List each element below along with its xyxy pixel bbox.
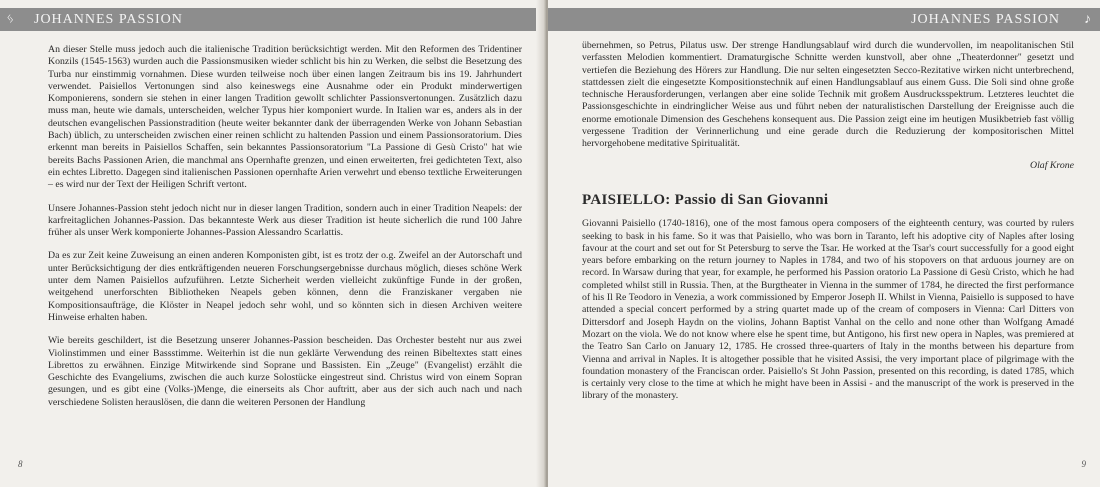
left-paragraph-1: An dieser Stelle muss jedoch auch die italienische Tradition berücksichtigt werden. Mit den Reformen des Tridentiner Konzils (1545-1563) wurden auch die Passionsmusiken wieder schlicht bis hin zu Werken, die selbst die Besetzung des Turba nur einstimmig vornahmen. Diese wurden teilweise noch über einen langen Zeitraum bis ins 19. Jahrhundert verwendet. Paisiellos Vertonungen sind also keineswegs eine Ausnahme oder ein Produkt minderwertigen Komponierens, sondern sie stehen in einer langen Tradition gewollt schlichter Passionsvertonungen. Zusätzlich dazu muss man, heute wie damals, unterscheiden, welcher Typus hier komponiert wurde. In Italien war es, anders als in der deutschen evangelischen Passionstradition (heute weiter bekannter dank der überragenden Werke von Johann Sebastian Bach) üblich, zu unterscheiden zwischen einer reinen schlicht zu haltenden Passion und einem Passionsoratorium. Dies erkennt man bereits in Paisiellos Schaffen, sein bekanntes Passionsoratorium "La Passione di Gesù Cristo" hat wie bereits Bachs Passionen Arien, die manchmal ans Opernhafte grenzen, und einen erweiterten, frei gedichteten Text, also ein echtes Libretto. Dagegen sind italienischen Passionen opernhafte Arien verwehrt und ebenso textliche Erweiterungen – es wird nur der Text der Heiligen Schrift vertont.	[48, 44, 522, 191]
left-paragraph-2: Unsere Johannes-Passion steht jedoch nicht nur in dieser langen Tradition, sondern auch in einer Tradition Neapels: der karfreitaglichen Johannes-Passion. Das bekannteste Werk aus dieser Tradition ist heute sicherlich die rund 100 Jahre früher als unser Werk komponierte Johannes-Passion Alessandro Scarlattis.	[48, 202, 522, 239]
left-page-number: 8	[18, 459, 23, 469]
right-header-title: JOHANNES PASSION	[911, 12, 1060, 27]
left-paragraph-4: Wie bereits geschildert, ist die Besetzung unserer Johannes-Passion bescheiden. Das Orchester besteht nur aus zwei Violinstimmen und einer Bassstimme. Weiterhin ist die nun geklärte Verwendung des reinen Bibeltextes statt eines Librettos zu erwähnen. Einzige Mitwirkende sind Soprane und Bassisten. Ein „Zeuge" (Evangelist) erzählt die Geschichte des Evangeliums, zwischen die auch kurze Solostücke eingestreut sind. Christus wird von einem Sopran gesungen, und es gibt eine (Volks-)Menge, die einerseits als Chor auftritt, aber aus der sich auch nach und nach verschiedene Solisten herauslösen, die dann die weiteren Personen der Handlung	[48, 335, 522, 408]
right-paragraph-1: übernehmen, so Petrus, Pilatus usw. Der strenge Handlungsablauf wird durch die wundervollen, im neapolitanischen Stil verfassten Melodien kommentiert. Dramaturgische Schnitte werden kunstvoll, aber ohne „Theaterdonner" gesetzt und vertiefen die Beziehung des Hörers zur Handlung. Die nur selten eingesetzten Secco-Rezitative wirken nicht unterbrechend, stattdessen zielt die eingesetzte Kompositionstechnik auf einen Handlungsablauf aus einem Guss. Die Soli sind ohne große technische Herausforderungen, verlangen aber eine solide Technik mit großem Ausdrucksspektrum. Letzteres leuchtet die Passionsgeschichte in eindringlicher Weise aus und führt neben der naturalistischen Darstellung der Ereignisse auch die enorme emotionale Dimension des Geschehens konsequent aus. Die Passion zeigt eine im heutigen Musikbetrieb fast völlig vergessene Tradition der Verinnerlichung und eine gerade durch die Reduzierung der kompositorischen Mittel hervorgehobene meditative Spiritualität.	[582, 40, 1074, 150]
section-title: PAISIELLO: Passio di San Giovanni	[582, 191, 829, 208]
figure-icon: ᛃ	[6, 12, 16, 27]
left-paragraph-3: Da es zur Zeit keine Zuweisung an einen anderen Komponisten gibt, ist es trotz der o.g. Zweifel an der Autorschaft und unter Berücksichtigung der dies entkräftigenden neueren Forschungsergebnisse durchaus möglich, dieses schöne Werk unter dem Namen Paisiellos aufzuführen. Letzte Sicherheit werden vielleicht zukünftige Funde in der großen, weitgehend unerforschten Bibliotheken Neapels geben können, denn die Franziskaner vergaben nie Kompositionsaufträge, die Klöster in Neapel jedoch sehr wohl, und so könnten sich in diesen Archiven weitere Hinweise erhalten haben.	[48, 250, 522, 323]
left-header-title: JOHANNES PASSION	[34, 12, 183, 27]
left-text-column	[48, 44, 522, 420]
left-header-bar	[0, 8, 544, 31]
right-header-bar	[548, 8, 1100, 31]
right-text-column	[582, 40, 1074, 414]
music-note-icon: ♪	[1084, 12, 1092, 27]
author-signature: Olaf Krone	[1030, 159, 1074, 171]
english-paragraph-1: Giovanni Paisiello (1740-1816), one of the most famous opera composers of the eighteenth century, was courted by rulers seeking to bask in his fame. So it was that Paisiello, who was born in Taranto, left his adoptive city of Naples after losing favour at the court and set out for St Petersburg to serve the Tsar. He worked at the Tsar's court successfully for a good eight years before embarking on the return journey to Naples in 1784, and two of his stopovers on that arduous journey are on record. In Warsaw during that year, for example, he performed his Passion oratorio La Passione di Gesù Cristo, which he had completed whilst still in Russia. Then, at the Burgtheater in Vienna in the summer of 1784, he directed the first performance of his Il Re Teodoro in Venezia, a work commissioned by Emperor Joseph II. Whilst in Vienna, Paisiello is supposed to have attended a special concert performed by a string quartet made up of the cream of composers in Vienna: Carl Ditters von Dittersdorf and Joseph Haydn on the violins, Johann Baptist Vanhal on the cello and none other than Wolfgang Amadé Mozart on the viola. We do not know where else he spent time, but Antigono, his first new opera in Naples, was premiered at the Teatro San Carlo on January 12, 1785. He crossed three-quarters of Italy in the months between his departure from Vienna and arrival in Naples. It is altogether possible that he visited Assisi, the very important place of pilgrimage with the foundation monastery of the Franciscan order. Paisiello's St John Passion, presented on this recording, is dated 1785, which is certainly very close to the time at which he might have been in Assisi - and the manuscript of the work is preserved in the library of the monastery.	[582, 218, 1074, 402]
right-page	[548, 0, 1100, 487]
right-page-number: 9	[1081, 459, 1086, 469]
left-page	[0, 0, 544, 487]
